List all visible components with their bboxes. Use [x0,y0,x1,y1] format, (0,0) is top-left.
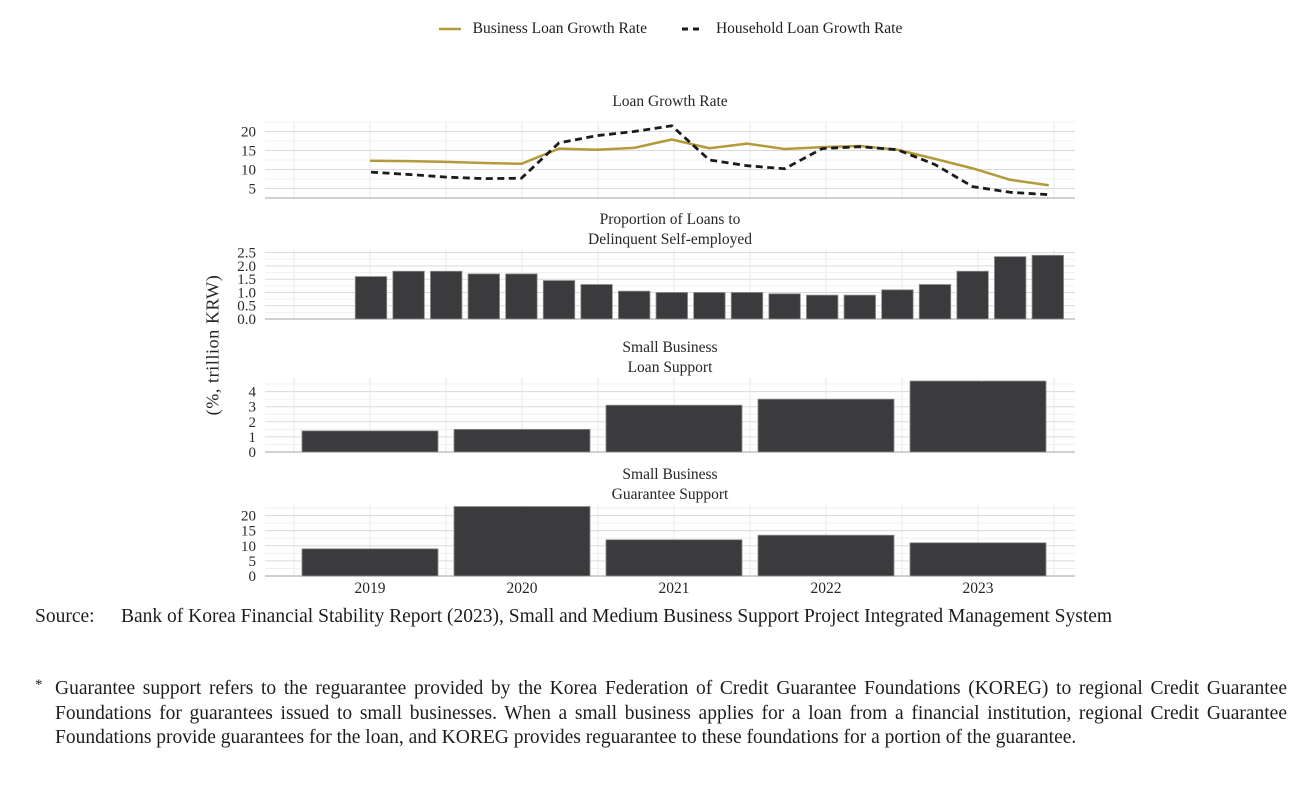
panel-title-line: Loan Support [627,358,713,376]
svg-text:2.0: 2.0 [237,258,256,275]
panel-title-loan-growth-rate [265,92,1075,112]
svg-text:10: 10 [241,538,256,555]
dashed-line-swatch-icon [681,25,705,33]
panel-title-line: Small Business [622,466,718,483]
svg-text:15: 15 [241,143,256,160]
legend-item-household-loan [681,20,902,38]
panel-title-guarantee-support [265,465,1075,504]
svg-text:15: 15 [241,523,256,540]
line-chart-loan-growth-rate [200,122,1075,198]
bar-chart-guarantee-support [200,505,1075,585]
svg-text:10: 10 [241,162,256,179]
svg-text:1.5: 1.5 [237,272,256,289]
x-tick-2022: 2022 [810,580,842,597]
svg-text:0.5: 0.5 [237,298,256,315]
footnote [35,677,1287,751]
svg-text:1.0: 1.0 [237,285,256,302]
svg-text:5: 5 [248,553,256,570]
panel-title-line: Loan Growth Rate [612,93,728,110]
panel-title-line: Small Business [622,339,718,356]
svg-text:20: 20 [241,124,256,141]
bar-chart-loan-support [200,378,1075,461]
svg-text:5: 5 [248,181,256,198]
legend-label-household-loan: Household Loan Growth Rate [715,20,903,37]
source-note [35,605,1287,629]
source-label: Source: [35,606,95,627]
x-tick-2019: 2019 [354,580,386,597]
legend-label-business-loan: Business Loan Growth Rate [472,20,647,37]
svg-text:4: 4 [248,384,256,401]
panel-title-line: Guarantee Support [611,485,729,503]
legend-item-business-loan [438,20,647,38]
solid-line-swatch-icon [438,25,462,33]
x-tick-2021: 2021 [658,580,690,597]
footnote-asterisk: * [35,677,43,693]
svg-text:0: 0 [248,445,256,461]
footnote-text: Guarantee support refers to the reguarantee provided by the Korea Federation of Credit Guarantee Foundations (KOREG) to regional Credit Guarantee Foundations for guarantees issued to small businesses. When a small business applies for a loan from a financial institution, regional Credit Guarantee Foundations provide guarantees for the loan, and KOREG provides reguarantee to these foundations for a portion of the guarantee. [55,678,1287,748]
x-axis-year-labels [200,580,1075,602]
bar-chart-delinquent-self-employed [200,245,1075,328]
svg-text:2: 2 [248,414,256,431]
y-axis-label: (%, trillion KRW) [202,274,223,416]
x-tick-2020: 2020 [506,580,538,597]
svg-text:20: 20 [241,508,256,525]
panel-title-line: Delinquent Self-employed [588,230,752,248]
svg-text:3: 3 [248,399,256,416]
svg-text:2.5: 2.5 [237,245,256,262]
chart-legend [265,20,1075,38]
svg-text:0.0: 0.0 [237,312,256,328]
svg-text:0: 0 [248,569,256,585]
x-tick-2023: 2023 [962,580,994,597]
panel-title-delinquent-self-employed [265,210,1075,249]
source-text: Bank of Korea Financial Stability Report (2023), Small and Medium Business Support Project Integrated Management System [121,606,1113,627]
panel-title-loan-support [265,338,1075,377]
panel-title-line: Proportion of Loans to [599,211,741,228]
svg-text:1: 1 [248,429,256,446]
